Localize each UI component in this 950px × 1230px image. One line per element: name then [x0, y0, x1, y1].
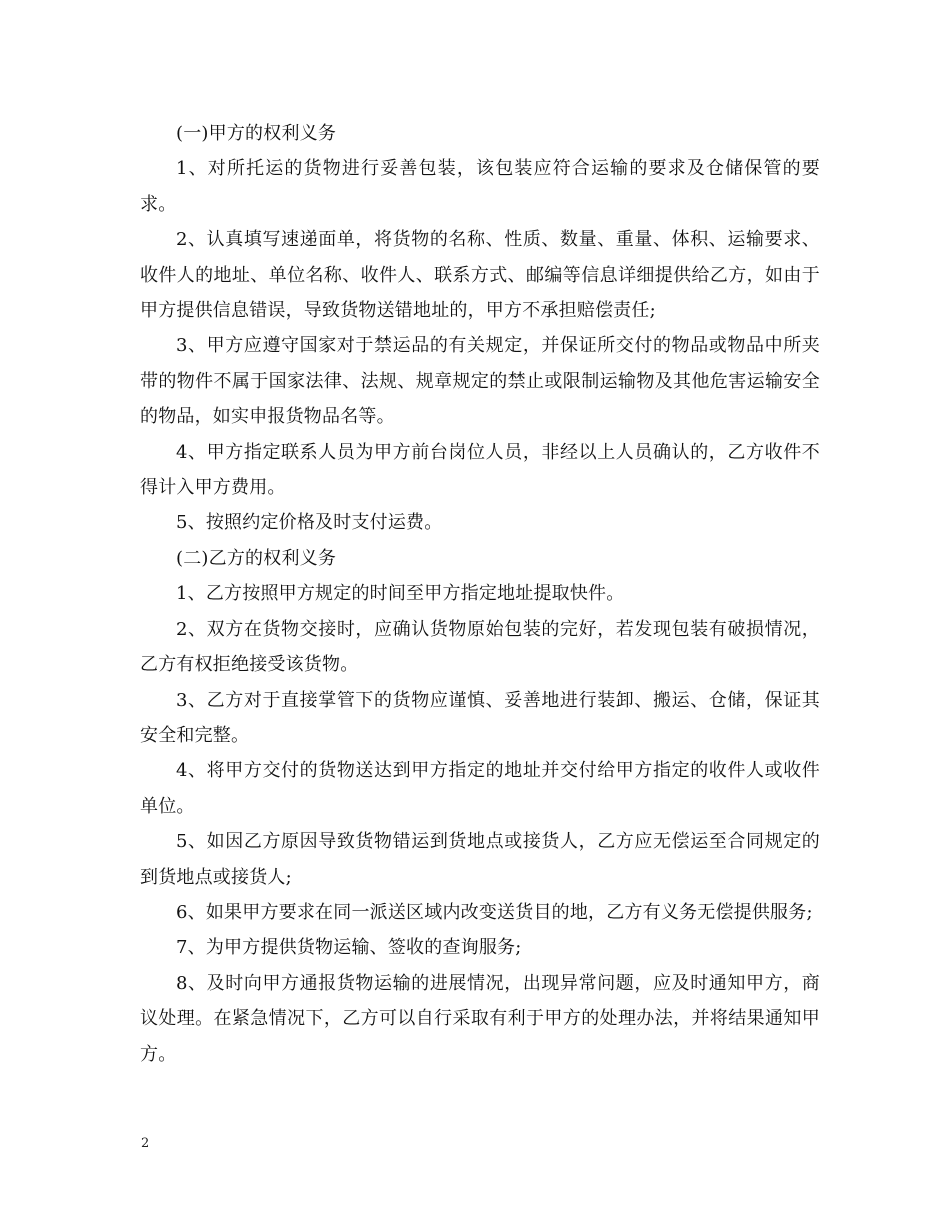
party-a-clause-1: 1、对所托运的货物进行妥善包装，该包装应符合运输的要求及仓储保管的要求。 [140, 158, 820, 215]
party-b-clause-8: 8、及时向甲方通报货物运输的进展情况，出现异常问题，应及时通知甲方，商议处理。在紧急情况下，乙方可以自行采取有利于甲方的处理办法，并将结果通知甲方。 [140, 972, 820, 1065]
party-a-clause-3: 3、甲方应遵守国家对于禁运品的有关规定，并保证所交付的物品或物品中所夹带的物件不属于国家法律、法规、规章规定的禁止或限制运输物及其他危害运输安全的物品，如实申报货物品名等。 [140, 335, 820, 428]
section-heading-party-a: (一)甲方的权利义务 [176, 123, 337, 144]
party-b-clause-4: 4、将甲方交付的货物送达到甲方指定的地址并交付给甲方指定的收件人或收件单位。 [140, 760, 820, 817]
section-heading-party-b: (二)乙方的权利义务 [176, 547, 337, 569]
party-b-clause-2: 2、双方在货物交接时，应确认货物原始包装的完好，若发现包装有破损情况，乙方有权拒绝接受该货物。 [140, 618, 820, 676]
party-b-clause-6: 6、如果甲方要求在同一派送区域内改变送货目的地，乙方有义务无偿提供服务; [176, 901, 813, 923]
party-a-clause-5: 5、按照约定价格及时支付运费。 [176, 512, 443, 534]
party-a-clause-4: 4、甲方指定联系人员为甲方前台岗位人员，非经以上人员确认的，乙方收件不得计入甲方费用。 [140, 441, 820, 499]
party-b-clause-3: 3、乙方对于直接掌管下的货物应谨慎、妥善地进行装卸、搬运、仓储，保证其安全和完整。 [140, 689, 820, 746]
party-b-clause-1: 1、乙方按照甲方规定的时间至甲方指定地址提取快件。 [176, 583, 625, 605]
party-a-clause-2: 2、认真填写速递面单，将货物的名称、性质、数量、重量、体积、运输要求、收件人的地址、单位名称、收件人、联系方式、邮编等信息详细提供给乙方，如由于甲方提供信息错误，导致货物送错地址的，甲方不承担赔偿责任; [140, 229, 820, 322]
party-b-clause-5: 5、如因乙方原因导致货物错运到货地点或接货人，乙方应无偿运至合同规定的到货地点或接货人; [140, 831, 820, 888]
party-b-clause-7: 7、为甲方提供货物运输、签收的查询服务; [176, 937, 522, 959]
page-number: 2 [141, 1136, 150, 1151]
document-body [140, 116, 820, 1072]
